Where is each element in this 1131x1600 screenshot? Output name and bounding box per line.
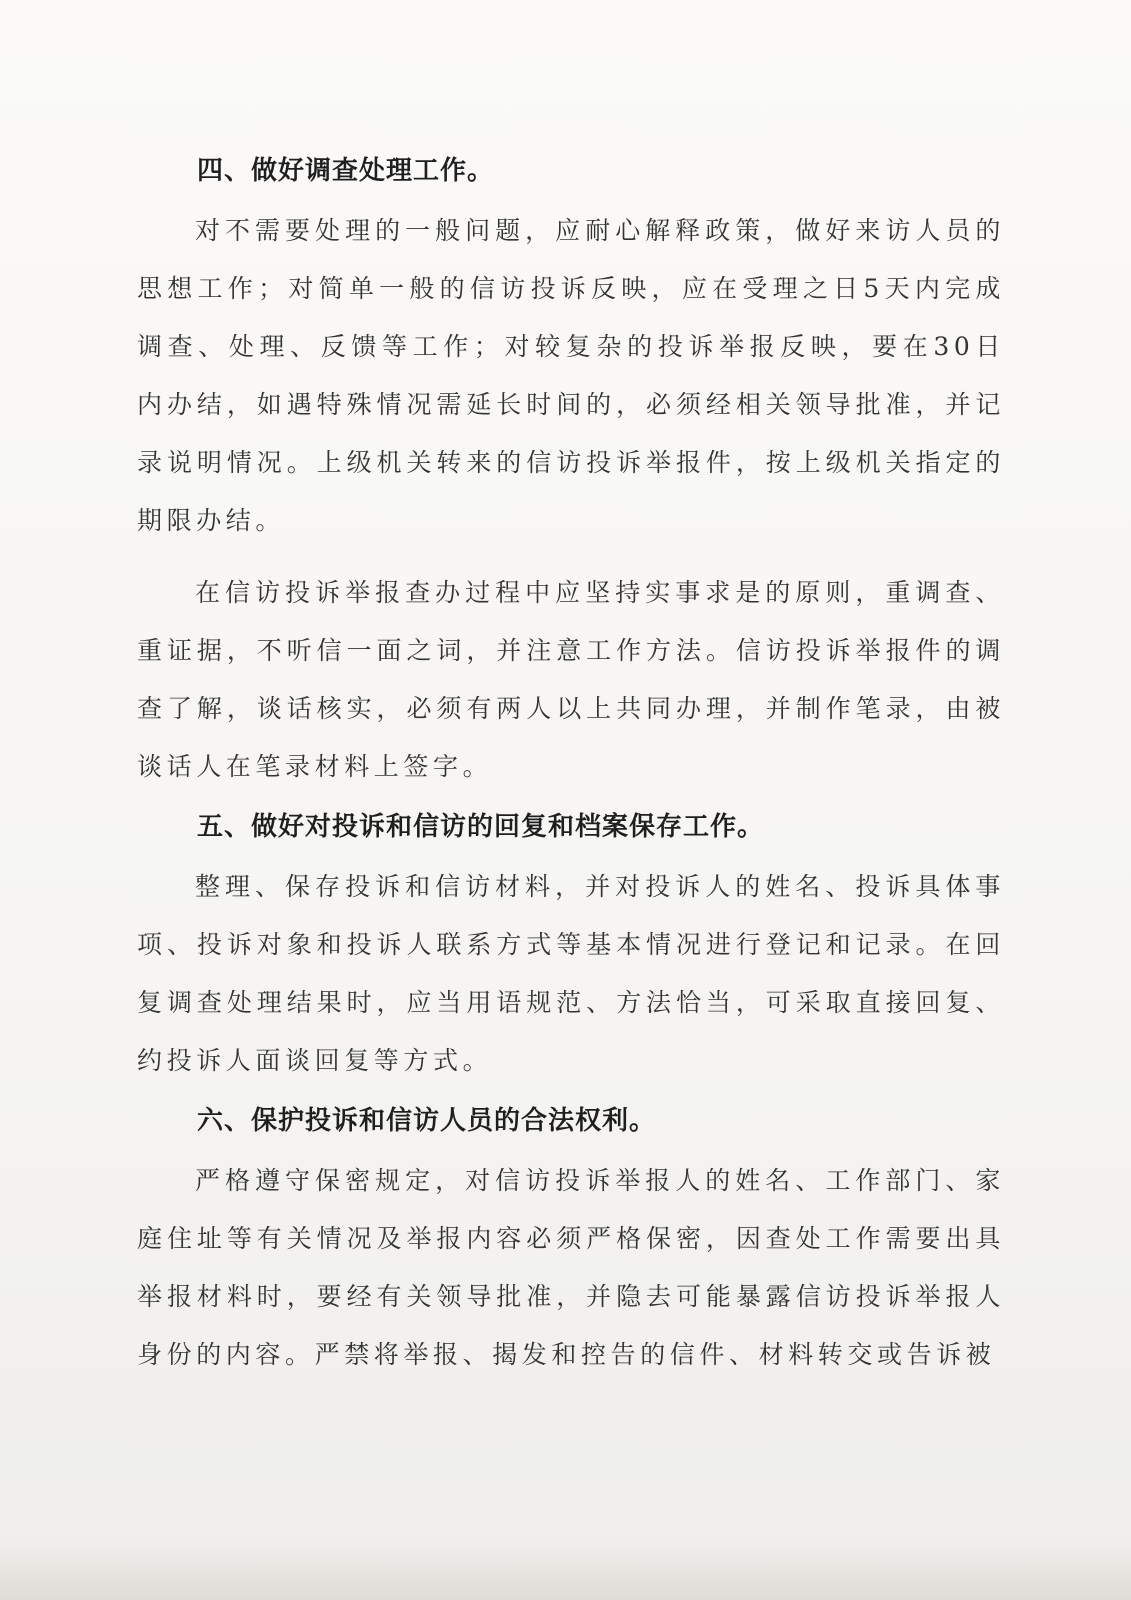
scan-shadow-edge <box>0 1540 1131 1600</box>
section-4-paragraph-2: 在信访投诉举报查办过程中应坚持实事求是的原则，重调查、重证据，不听信一面之词，并注意工作方法。信访投诉举报件的调查了解，谈话核实，必须有两人以上共同办理，并制作笔录，由被谈话人在笔录材料上签字。 <box>137 578 1005 781</box>
section-heading-4: 四、做好调查处理工作。 <box>197 156 495 186</box>
section-6-paragraph-1: 严格遵守保密规定，对信访投诉举报人的姓名、工作部门、家庭住址等有关情况及举报内容必须严格保密，因查处工作需要出具举报材料时，要经有关领导批准，并隐去可能暴露信访投诉举报人身份的内容。严禁将举报、揭发和控告的信件、材料转交或告诉被 <box>137 1166 1005 1369</box>
section-heading-5: 五、做好对投诉和信访的回复和档案保存工作。 <box>197 812 765 842</box>
section-4-paragraph-1: 对不需要处理的一般问题，应耐心解释政策，做好来访人员的思想工作；对简单一般的信访投诉反映，应在受理之日5天内完成调查、处理、反馈等工作；对较复杂的投诉举报反映，要在30日内办结，如遇特殊情况需延长时间的，必须经相关领导批准，并记录说明情况。上级机关转来的信访投诉举报件，按上级机关指定的期限办结。 <box>137 216 1005 535</box>
section-5-paragraph-1: 整理、保存投诉和信访材料，并对投诉人的姓名、投诉具体事项、投诉对象和投诉人联系方式等基本情况进行登记和记录。在回复调查处理结果时，应当用语规范、方法恰当，可采取直接回复、约投诉人面谈回复等方式。 <box>137 872 1005 1075</box>
section-heading-6: 六、保护投诉和信访人员的合法权利。 <box>197 1106 657 1136</box>
document-body <box>137 140 1005 1384</box>
